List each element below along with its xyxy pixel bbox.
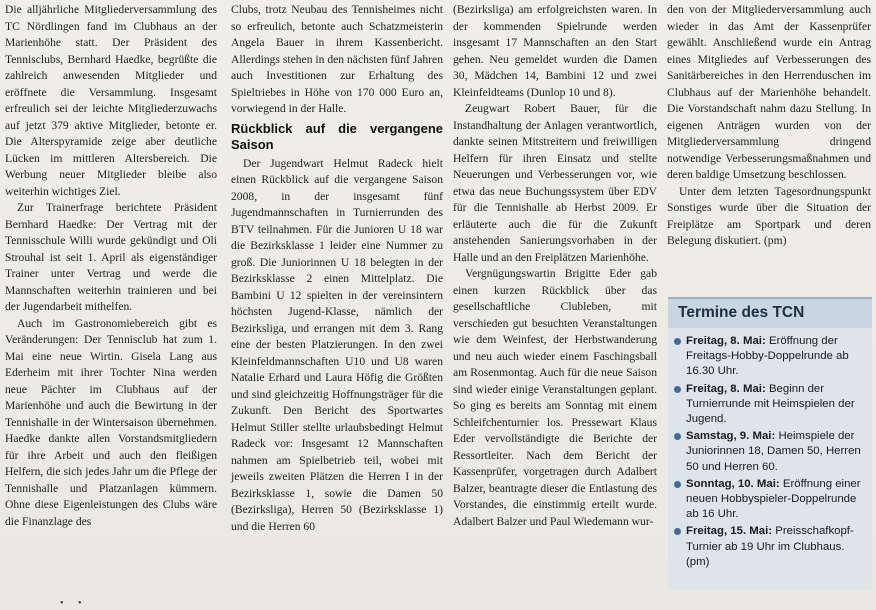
paragraph: Zur Trainerfrage berichtete Präsident Bernhard Haedke: Der Vertrag mit der Tennisschule Willi wurde gekündigt und Oli Strouhal ist seit 1. April als eigenständiger Trainer unter Vertrag und werde die Mannschaften weiterhin trainieren und bei der Jugendarbeit mithelfen. [5,201,217,313]
event-text: Eröffnung der Freitags-Hobby-Doppelrunde ab 16.30 Uhr. [686,335,849,378]
event-date: Freitag, 8. Mai: [686,335,766,347]
bullet-icon [674,481,681,488]
article-column-3 [453,2,657,530]
event-text: Eröffnung einer neuen Hobbyspieler-Doppelrunde ab 16 Uhr. [686,477,861,521]
paragraph: den von der Mitgliederversammlung auch wieder in das Amt der Kassenprüfer gewählt. Anschließend wurde ein Antrag eines Mitgliedes auf Verbesserungen des Sanitärbereiches in den Herrenduschen im Clubhaus auf der Marienhöhe behandelt. Die Vorstandschaft nahm dazu Stellung. In eigenen Anträgen wurden von der Mitgliederversammlung dringend notwendige Verbesserungsmaßnahmen und deren baldige Umsetzung beschlossen. [667,3,871,181]
event-item [674,477,866,523]
section-subheading: Rückblick auf die vergangene Saison [231,120,443,152]
event-list [674,334,866,570]
paragraph: Zeugwart Robert Bauer, für die Instandhaltung der Anlagen verantwortlich, dankte seinen Mitstreitern und freiwilligen Helfern für ihren Einsatz und stellte Neuerungen und Verbesserungen vor, wie etwa das neue Buchungssystem über EDV für die Tennishalle ab Herbst 2009. Er erläuterte auch die für die Zukunft anstehenden Sanierungsvorhaben in der Halle und an den Freiplätzen Marienhöhe. [453,102,657,264]
bullet-icon [674,386,681,393]
event-date: Sonntag, 10. Mai: [686,477,780,490]
infobox-body [668,328,872,590]
article-column-2 [231,2,443,535]
termine-infobox [668,297,872,601]
paragraph: Unter dem letzten Tagesordnungspunkt Sonstiges wurde über die Situation der Freiplätze am Sportpark und deren Belegung diskutiert. (pm) [667,184,871,247]
event-date: Freitag, 15. Mai: [686,525,773,538]
event-date: Samstag, 9. Mai: [686,430,776,443]
event-text: Preisschafkopf-Turnier ab 19 Uhr im Clubhaus. (pm) [686,525,854,568]
bullet-icon [674,433,681,440]
event-item [674,334,866,380]
infobox-title: Termine des TCN [668,299,872,328]
event-item [674,524,866,570]
article-column-4 [667,2,871,250]
event-text: Heimspiele der Juniorinnen 18, Damen 50, Herren 50 und Herren 60. [686,430,861,473]
paragraph: Die alljährliche Mitgliederversammlung des TC Nördlingen fand im Clubhaus an der Marienhöhe statt. Der Präsident des Tennisclubs, Bernhard Haedke, begrüßte die zahlreich anwesenden Mitglieder und eröffnete die Versammlung. Insgesamt erfreulich sei der leichte Mitgliederzuwachs auf jetzt 379 aktive Mitglieder, betonte er. Die Alterspyramide zeige aber deutliche Lücken im mittleren Altersbereich. Die Werbung neuer Mitglieder bleibe also weiterhin wichtiges Ziel. [5,3,217,198]
paragraph: Der Jugendwart Helmut Radeck hielt einen Rückblick auf die vergangene Saison 2008, in der insgesamt fünf Jugendmannschaften in Turnierrunden des BTV teilnahmen. Für die Junioren U 18 war die Bezirksklasse 1 leider eine Nummer zu groß. Die Juniorinnen U 18 belegten in der Bezirksklasse 2 einen Mittelplatz. Die Bambini U 12 spielten in der vereinsintern höchsten Jugend-Klasse, nämlich der Bezirksliga, und errangen mit dem 3. Rang eine der besten Platzierungen. In den zwei Kleinfeldmannschaften U10 und U8 waren Natalie Erhard und Laura Höfig die Größten und sind gleichzeitig Hoffnungsträger für die Zukunft. Den Bericht des Sportwartes Helmut Stiller stellte urlaubsbedingt Helmut Radeck vor: Insgesamt 12 Mannschaften nahmen am Spielbetrieb teil, wobei mit jeweils zweiten Plätzen die Herren I in der Bezirksklasse 1, sowie die Damen 50 (Bezirksliga), Herren 50 (Bezirksklasse 1) und die Herren 60 [231,156,443,533]
footer-marks: • • [60,598,88,609]
event-date: Freitag, 8. Mai: [686,382,766,395]
paragraph: Auch im Gastronomiebereich gibt es Veränderungen: Der Tennisclub hat zum 1. Mai eine neue Wirtin. Gisela Lang aus Ederheim mit ihrer Tochter Nina werden neue Pächter im Clubhaus auf der Marienhöhe und auch die Bewirtung in der Tennishalle in der Wintersaison übernehmen. Haedke dankte allen Vorstandsmitgliedern für ihre Arbeit und auch den fleißigen Helfern, die sich jedes Jahr um die Pflege der Tennishalle und Platzanlagen kümmern. Ohne diese Eigenleistungen des Clubs wäre die Finanzlage des [5,316,217,528]
bullet-icon [674,528,681,535]
event-item [674,382,866,428]
paragraph: Vergnügungswartin Brigitte Eder gab einen kurzen Rückblick über das gesellschaftliche Clubleben, mit verschieden gut besuchten Veranstaltungen wie dem Weinfest, der Herbstwanderung und neu auch wieder einem Faschingsball am Rosenmontag. Auch für die neue Saison sind wieder einige Veranstaltungen geplant. So ging es bereits am Sonntag mit einem Schleifchenturnier los. Pressewart Klaus Eder vervollständigte die Berichte der Ressortleiter. Nach dem Bericht der Kassenprüfer, vorgetragen durch Adalbert Balzer, beantragte dieser die Entlastung des Vorstandes, die einstimmig erteilt wurde. Adalbert Balzer und Paul Wiedemann wur- [453,267,657,528]
article-column-1 [5,2,217,530]
event-item [674,429,866,475]
paragraph: (Bezirksliga) am erfolgreichsten waren. In der kommenden Spielrunde werden insgesamt 17 Mannschaften an den Start gehen. Neu gemeldet wurden die Damen 30, Mädchen 14, Bambini 12 und zwei Kleinfeldteams (Dunlop 10 und 8). [453,3,657,99]
event-text: Beginn der Turnierrunde mit Heimspielen der Jugend. [686,382,855,426]
paragraph: Clubs, trotz Neubau des Tennisheimes nicht so erfreulich, betonte auch Schatzmeisterin Angela Bauer in ihrem Kassenbericht. Allerdings stehen in den nächsten fünf Jahren auch Investitionen zur Erhaltung des Spieltriebes in Höhe von 170 000 Euro an, vorwiegend in der Halle. [231,3,443,115]
bullet-icon [674,338,681,345]
